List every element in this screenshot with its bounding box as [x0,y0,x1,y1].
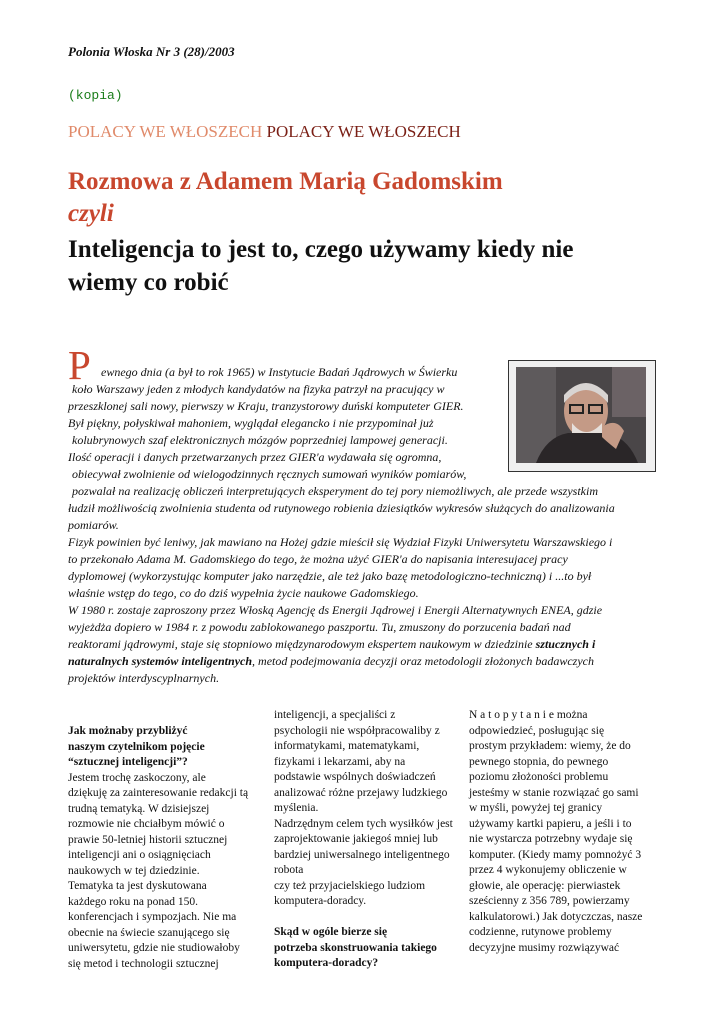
column-line: czy też przyjacielskiego ludziom [274,879,426,892]
column-line: komputera-doradcy. [274,895,367,907]
column-line: psychologii nie współpracowaliby z [274,724,440,737]
column-line: prawie 50-letniej historii sztucznej [68,833,228,846]
column-line: Tematyka ta jest dyskutowana [68,880,207,892]
intro-line: wyjeżdża dopiero w 1984 r. z powodu zablokowanego paszportu. Tu, zmuszony do porzucenia badań nad [68,620,571,634]
column-line: kalkulatorowi.) Jak dotyczczas, nasze [469,910,643,923]
intro-line: pomiarów. [68,518,119,532]
column-2 [274,708,464,972]
column-1 [68,724,253,972]
column-line: naukowych w tej dziedzinie. [68,864,200,877]
column-3 [469,708,664,956]
article-subtitle: Inteligencja to jest to, czego używamy kiedy nie wiemy co robić [68,236,574,296]
drop-cap: P [68,342,91,388]
intro-line: łudził możliwością zwolnienia studenta od rutynowego robienia dziesiątków wykresów służących do analizowania [68,501,615,515]
intro-line: to przekonało Adama M. Gadomskiego do tego, że można użyć GIER'a do napisania interesujacej pracy [68,552,568,566]
column-spacer [274,910,464,926]
intro-line: pozwalał na realizację obliczeń interpretujących eksperyment do tej pory niemożliwych, ale przede wszystkim [72,484,599,498]
column-line: konferencjach i sympozjach. Nie ma [68,911,237,923]
copy-note: (kopia) [68,88,123,103]
intro-line: Fizyk powinien być leniwy, jak mawiano na Hożej gdzie mieścił się Wydział Fizyki Uniwersytetu Warszawskiego i [68,535,613,549]
question-line: komputera-doradcy? [274,957,379,969]
column-line: Jestem trochę zaskoczony, ale [68,771,206,784]
column-line: pewnego stopnia, do pewnego [469,755,609,768]
question-line: naszym czytelnikom pojęcie [68,740,205,753]
question-line: Skąd w ogóle bierze się [274,926,388,938]
column-line: obecnie na świecie szanującego się [68,926,230,939]
column-line: poziomu złożoności problemu [469,771,609,783]
intro-line: koło Warszawy jeden z młodych kandydatów na fizyka patrzył na pracujący w [72,382,445,396]
section-label-dark: POLACY WE WŁOSZECH [266,122,461,141]
intro-line: kolubrynowych szaf elektronicznych mózgów poprzedniej lampowej generacji. [72,433,448,447]
column-line: się metod i technologii sztucznej [68,957,219,970]
portrait-drawing [516,367,646,463]
article-title: Rozmowa z Adamem Marią Gadomskim [68,168,503,195]
column-line: myślenia. [274,802,319,814]
column-line: dziękuję za zainteresowanie redakcji tą [68,787,249,799]
column-line: analizować różne przejawy ludzkiego [274,786,448,799]
question-line: Jak możnaby przybliżyć [68,725,188,737]
portrait-photo [508,360,656,472]
intro-line: W 1980 r. zostaje zaproszony przez Włoską Agencję ds Energii Jądrowej i Energii Alternatywnych ENEA, gdzie [68,603,603,617]
column-line: inteligencji ani o osiągnięciach [68,849,211,861]
column-line: fizykami i lekarzami, aby na [274,755,406,768]
column-line: przez 4 wykonujemy obliczenie w [469,864,627,876]
column-line: głowie, ale operację: pierwiastek [469,879,621,892]
intro-line: obiecywał zwolnienie od wielogodzinnych ręcznych sumowań wyników pomiarów, [72,467,467,481]
article-czyli: czyli [68,200,114,227]
intro-line: dyplomowej (wykorzystując komputer jako narzędzie, ale też jako bazę metodologiczno-techniczną) i ...to był [68,569,592,583]
question-line: potrzeba skonstruowania takiego [274,941,437,954]
intro-bold-text: naturalnych systemów inteligentnych [68,654,253,668]
column-line: zaprojektowanie jakiegoś mniej lub [274,833,438,845]
question-line: “sztucznej inteligencji”? [68,756,188,768]
intro-line: przeszklonej sali nowy, pierwszy w Kraju, tranzystorowy duński komputeter GIER. [68,399,464,413]
intro-line: właśnie wstęp do tego, co do dziś wypełnia życie naukowe Gadomskiego. [68,586,419,600]
column-line: rozmowie nie chciałbym mówić o [68,818,225,830]
column-line: prostym przykładem: wiemy, że do [469,740,631,752]
intro-text: , metod podejmowania decyzji oraz metodologii złożonych badawczych [252,654,594,668]
column-line: podstawie wspólnych doświadczeń [274,771,436,783]
intro-line: Ilość operacji i danych przetwarzanych przez GIER'a wydawała się ogromna, [68,450,442,464]
column-line: Nadrzędnym celem tych wysiłków jest [274,817,453,830]
intro-line [68,653,594,670]
column-line: bardziej uniwersalnego inteligentnego [274,848,450,861]
column-line: komputer. (Kiedy mamy pomnożyć 3 [469,848,642,861]
column-line: codzienne, rutynowe problemy [469,926,612,938]
intro-line: projektów interdyscyplnarnych. [68,671,220,685]
column-line: sześcienny z 356 789, powierzamy [469,895,630,907]
intro-line: Był piękny, połyskiwał mahoniem, wyglądał elegancko i nie przypominał już [68,416,434,430]
intro-line: ewnego dnia (a był to rok 1965) w Instytucie Badań Jądrowych w Świerku [101,365,458,379]
column-line: nie wystarcza potrzebny wydaje się [469,833,633,845]
intro-text: reaktorami jądrowymi, staje się stopniowo międzynarodowym ekspertem naukowym w dziedzinie [68,637,533,651]
column-line: inteligencji, a specjaliści z [274,709,396,721]
section-heading [68,122,461,142]
intro-bold-text: sztucznych i [535,637,596,651]
column-line: jesteśmy w stanie rozwiązać go sami [469,786,639,799]
portrait-image [516,367,646,463]
column-line: decyzyjne musimy rozwiązywać [469,941,620,954]
column-line: robota [274,864,304,876]
journal-header: Polonia Włoska Nr 3 (28)/2003 [68,44,235,59]
column-line: odpowiedzieć, posługując się [469,724,605,737]
column-line: używamy kartki papieru, a jeśli i to [469,817,632,830]
column-line: N a t o p y t a n i e można [469,709,588,721]
column-line: uniwersytetu, gdzie nie studiowałoby [68,942,240,954]
intro-line [68,636,595,653]
column-line: trudną tematyką. W dzisiejszej [68,802,210,815]
section-label-light: POLACY WE WŁOSZECH [68,122,263,141]
column-line: w myśli, powyżej tej granicy [469,802,603,814]
column-line: każdego roku na ponad 150. [68,895,198,908]
column-line: informatykami, matematykami, [274,740,420,752]
